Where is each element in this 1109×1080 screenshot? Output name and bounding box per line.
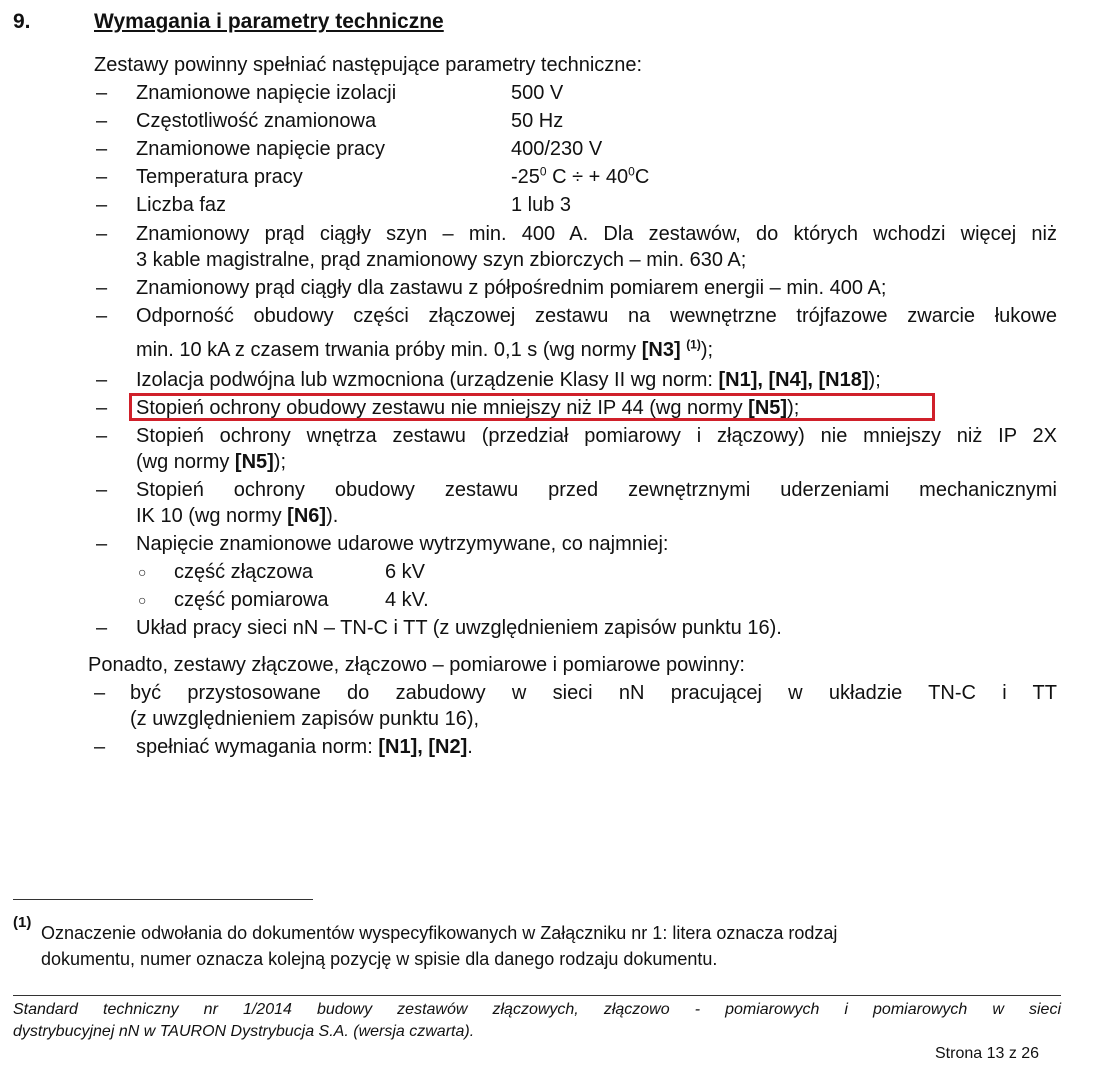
footnote-marker: (1) [13,914,32,931]
ip44-post: ); [787,397,800,419]
bullet-dash: – [96,617,108,639]
footnote-ref: (1) [686,337,701,352]
param-value: 1 lub 3 [511,194,572,216]
item-ip2x-line1: Stopień ochrony wnętrza zestawu (przedział pomiarowy i złączowy) nie mniejszy niż IP 2X [136,425,1057,447]
param-value-temperature [511,163,649,191]
bullet-dash: – [96,479,108,501]
bullet-dash: – [96,277,108,299]
norm-ref: [N1], [N4], [N18] [718,369,869,391]
param-label: Znamionowe napięcie izolacji [136,82,397,104]
bullet-dash: – [96,533,108,555]
param-value: 50 Hz [511,110,564,132]
ip2x-post: ); [273,451,287,473]
param-label: Częstotliwość znamionowa [136,110,377,132]
norm-ref: [N3] [641,339,681,361]
item-ik10-line2 [136,502,338,530]
further-b-post: . [467,736,473,758]
param-value: 500 V [511,82,564,104]
further-item-a-line2: (z uwzględnieniem zapisów punktu 16), [130,708,480,730]
bullet-dash: – [96,397,108,419]
bullet-dash: – [96,110,108,132]
ip2x-text: (wg normy [136,451,235,473]
item-arc-resistance-line1: Odporność obudowy części złączowej zestawu na wewnętrzne trójfazowe zwarcie łukowe [136,305,1057,327]
item-impulse-voltage: Napięcie znamionowe udarowe wytrzymywane, co najmniej: [136,533,669,555]
sub-value: 4 kV. [385,589,429,611]
further-b-text: spełniać wymagania norm: [136,736,379,758]
bullet-dash: – [96,138,108,160]
further-intro: Ponadto, zestawy złączowe, złączowo – pomiarowe i pomiarowe powinny: [88,654,745,676]
item-arc-resistance-line2 [136,336,713,364]
item-ip2x-line2 [136,448,286,476]
highlight-box [129,393,935,421]
bullet-dash: – [96,166,108,188]
temp-low: -25 [511,166,540,188]
param-label: Temperatura pracy [136,166,303,188]
section-number: 9. [13,10,31,33]
degree-sup: 0 [539,164,547,179]
item-busbar-line1: Znamionowy prąd ciągły szyn – min. 400 A. Dla zestawów, do których wchodzi więcej niż [136,223,1057,245]
footnote-line1: Oznaczenie odwołania do dokumentów wyspecyfikowanych w Załączniku nr 1: litera oznacza rodzaj [41,923,838,943]
norm-ref: [N1], [N2] [378,736,468,758]
temp-mid: C ÷ + 40 [546,166,629,188]
sub-label: część złączowa [174,561,313,583]
footer-standard-line1: Standard techniczny nr 1/2014 budowy zestawów złączowych, złączowo - pomiarowych i pomiarowych w sieci [13,1001,1061,1018]
bullet-circle: ○ [138,564,147,580]
bullet-dash: – [96,82,108,104]
temp-unit: C [634,166,650,188]
further-item-a-line1: być przystosowane do zabudowy w sieci nN pracującej w układzie TN-C i TT [130,682,1057,704]
arc-text: min. 10 kA z czasem trwania próby min. 0,1 s (wg normy [136,339,642,361]
param-label: Liczba faz [136,194,227,216]
degree-sup: 0 [628,164,635,179]
ip44-text: Stopień ochrony obudowy zestawu nie mniejszy niż IP 44 (wg normy [136,397,749,419]
bullet-dash: – [96,223,108,245]
bullet-dash: – [96,305,108,327]
page-number: Strona 13 z 26 [935,1045,1040,1062]
bullet-dash: – [94,682,106,704]
item-ik10-line1: Stopień ochrony obudowy zestawu przed zewnętrznymi uderzeniami mechanicznymi [136,479,1057,501]
bullet-dash: – [94,736,106,758]
insulation-post: ); [868,369,881,391]
norm-ref: [N6] [287,505,327,527]
item-network: Układ pracy sieci nN – TN-C i TT (z uwzględnieniem zapisów punktu 16). [136,617,782,639]
further-item-b [136,733,473,761]
section-title: Wymagania i parametry techniczne [94,10,444,33]
norm-ref: [N5] [748,397,788,419]
ik10-text: IK 10 (wg normy [136,505,288,527]
footer-rule [13,995,1061,996]
bullet-dash: – [96,194,108,216]
item-insulation [136,366,881,394]
params-intro: Zestawy powinny spełniać następujące parametry techniczne: [94,54,643,76]
bullet-dash: – [96,425,108,447]
item-busbar-line2: 3 kable magistralne, prąd znamionowy szyn zbiorczych – min. 630 A; [136,249,747,271]
sub-value: 6 kV [385,561,426,583]
param-label: Znamionowe napięcie pracy [136,138,386,160]
item-semi-indirect: Znamionowy prąd ciągły dla zastawu z półpośrednim pomiarem energii – min. 400 A; [136,277,887,299]
bullet-dash: – [96,369,108,391]
footer-standard-line2: dystrybucyjnej nN w TAURON Dystrybucja S.A. (wersja czwarta). [13,1023,475,1040]
ik10-post: ). [326,505,339,527]
param-value: 400/230 V [511,138,603,160]
norm-ref: [N5] [234,451,274,473]
bullet-circle: ○ [138,592,147,608]
insulation-text: Izolacja podwójna lub wzmocniona (urządzenie Klasy II wg norm: [136,369,719,391]
footnote-rule [13,899,313,900]
arc-post: ); [700,339,714,361]
sub-label: część pomiarowa [174,589,329,611]
footnote-line2: dokumentu, numer oznacza kolejną pozycję w spisie dla danego rodzaju dokumentu. [41,949,718,969]
